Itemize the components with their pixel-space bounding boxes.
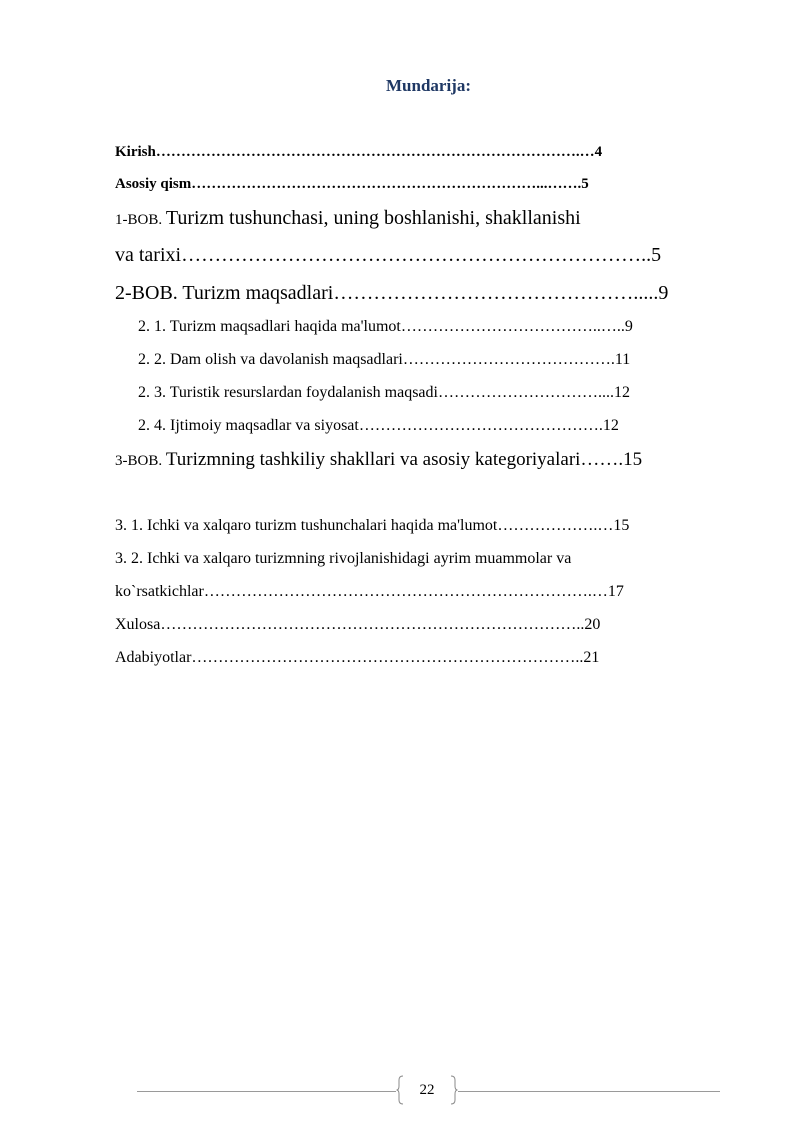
toc-entry-xulosa: Xulosa……………………………………………………………………..20 bbox=[115, 616, 601, 633]
toc-entry-bob-1-title: Turizm tushunchasi, uning boshlanishi, shakllanishi bbox=[165, 207, 581, 229]
toc-entry-bob-1-prefix: 1-BOB. bbox=[115, 212, 166, 228]
toc-entry-bob-1-continued: va tarixi……………………………………………………………..5 bbox=[115, 244, 662, 266]
toc-entry-bob-3-title: Turizmning tashkiliy shakllari va asosiy kategoriyalari…….15 bbox=[165, 449, 643, 470]
toc-entry-bob-3 bbox=[115, 449, 642, 471]
footer-rule-right bbox=[458, 1091, 720, 1092]
right-brace-icon bbox=[450, 1075, 458, 1105]
toc-entry-bob-3-prefix: 3-BOB. bbox=[115, 453, 166, 469]
toc-entry-3-1: 3. 1. Ichki va xalqaro turizm tushunchalari haqida ma'lumot……………….…15 bbox=[115, 517, 630, 534]
toc-entry-adabiyotlar: Adabiyotlar………………………………………………………………..21 bbox=[115, 649, 600, 666]
toc-title: Mundarija: bbox=[386, 76, 471, 95]
toc-entry-bob-2: 2-BOB. Turizm maqsadlari……………………………………….....9 bbox=[115, 282, 669, 304]
page-number: 22 bbox=[419, 1082, 435, 1098]
toc-entry-2-1: 2. 1. Turizm maqsadlari haqida ma'lumot………………………………..…..9 bbox=[138, 318, 633, 335]
toc-entry-kirish: Kirish………………………………………………………………………….…4 bbox=[115, 144, 603, 160]
page-number-frame bbox=[396, 1075, 458, 1107]
toc-entry-asosiy-qism: Asosiy qism……………………………………………………………...…….5 bbox=[115, 176, 589, 192]
toc-entry-2-2: 2. 2. Dam olish va davolanish maqsadlari………………………………….11 bbox=[138, 351, 631, 368]
toc-entry-bob-1 bbox=[115, 207, 581, 230]
toc-entry-2-4: 2. 4. Ijtimoiy maqsadlar va siyosat……………………………………….12 bbox=[138, 417, 619, 434]
toc-entry-3-2-continued: ko`rsatkichlar……………………………………………………………….…17 bbox=[115, 583, 624, 600]
toc-entry-2-3: 2. 3. Turistik resurslardan foydalanish maqsadi…………………………....12 bbox=[138, 384, 630, 401]
footer-rule-left bbox=[137, 1091, 396, 1092]
toc-entry-3-2: 3. 2. Ichki va xalqaro turizmning rivojlanishidagi ayrim muammolar va bbox=[115, 550, 572, 567]
